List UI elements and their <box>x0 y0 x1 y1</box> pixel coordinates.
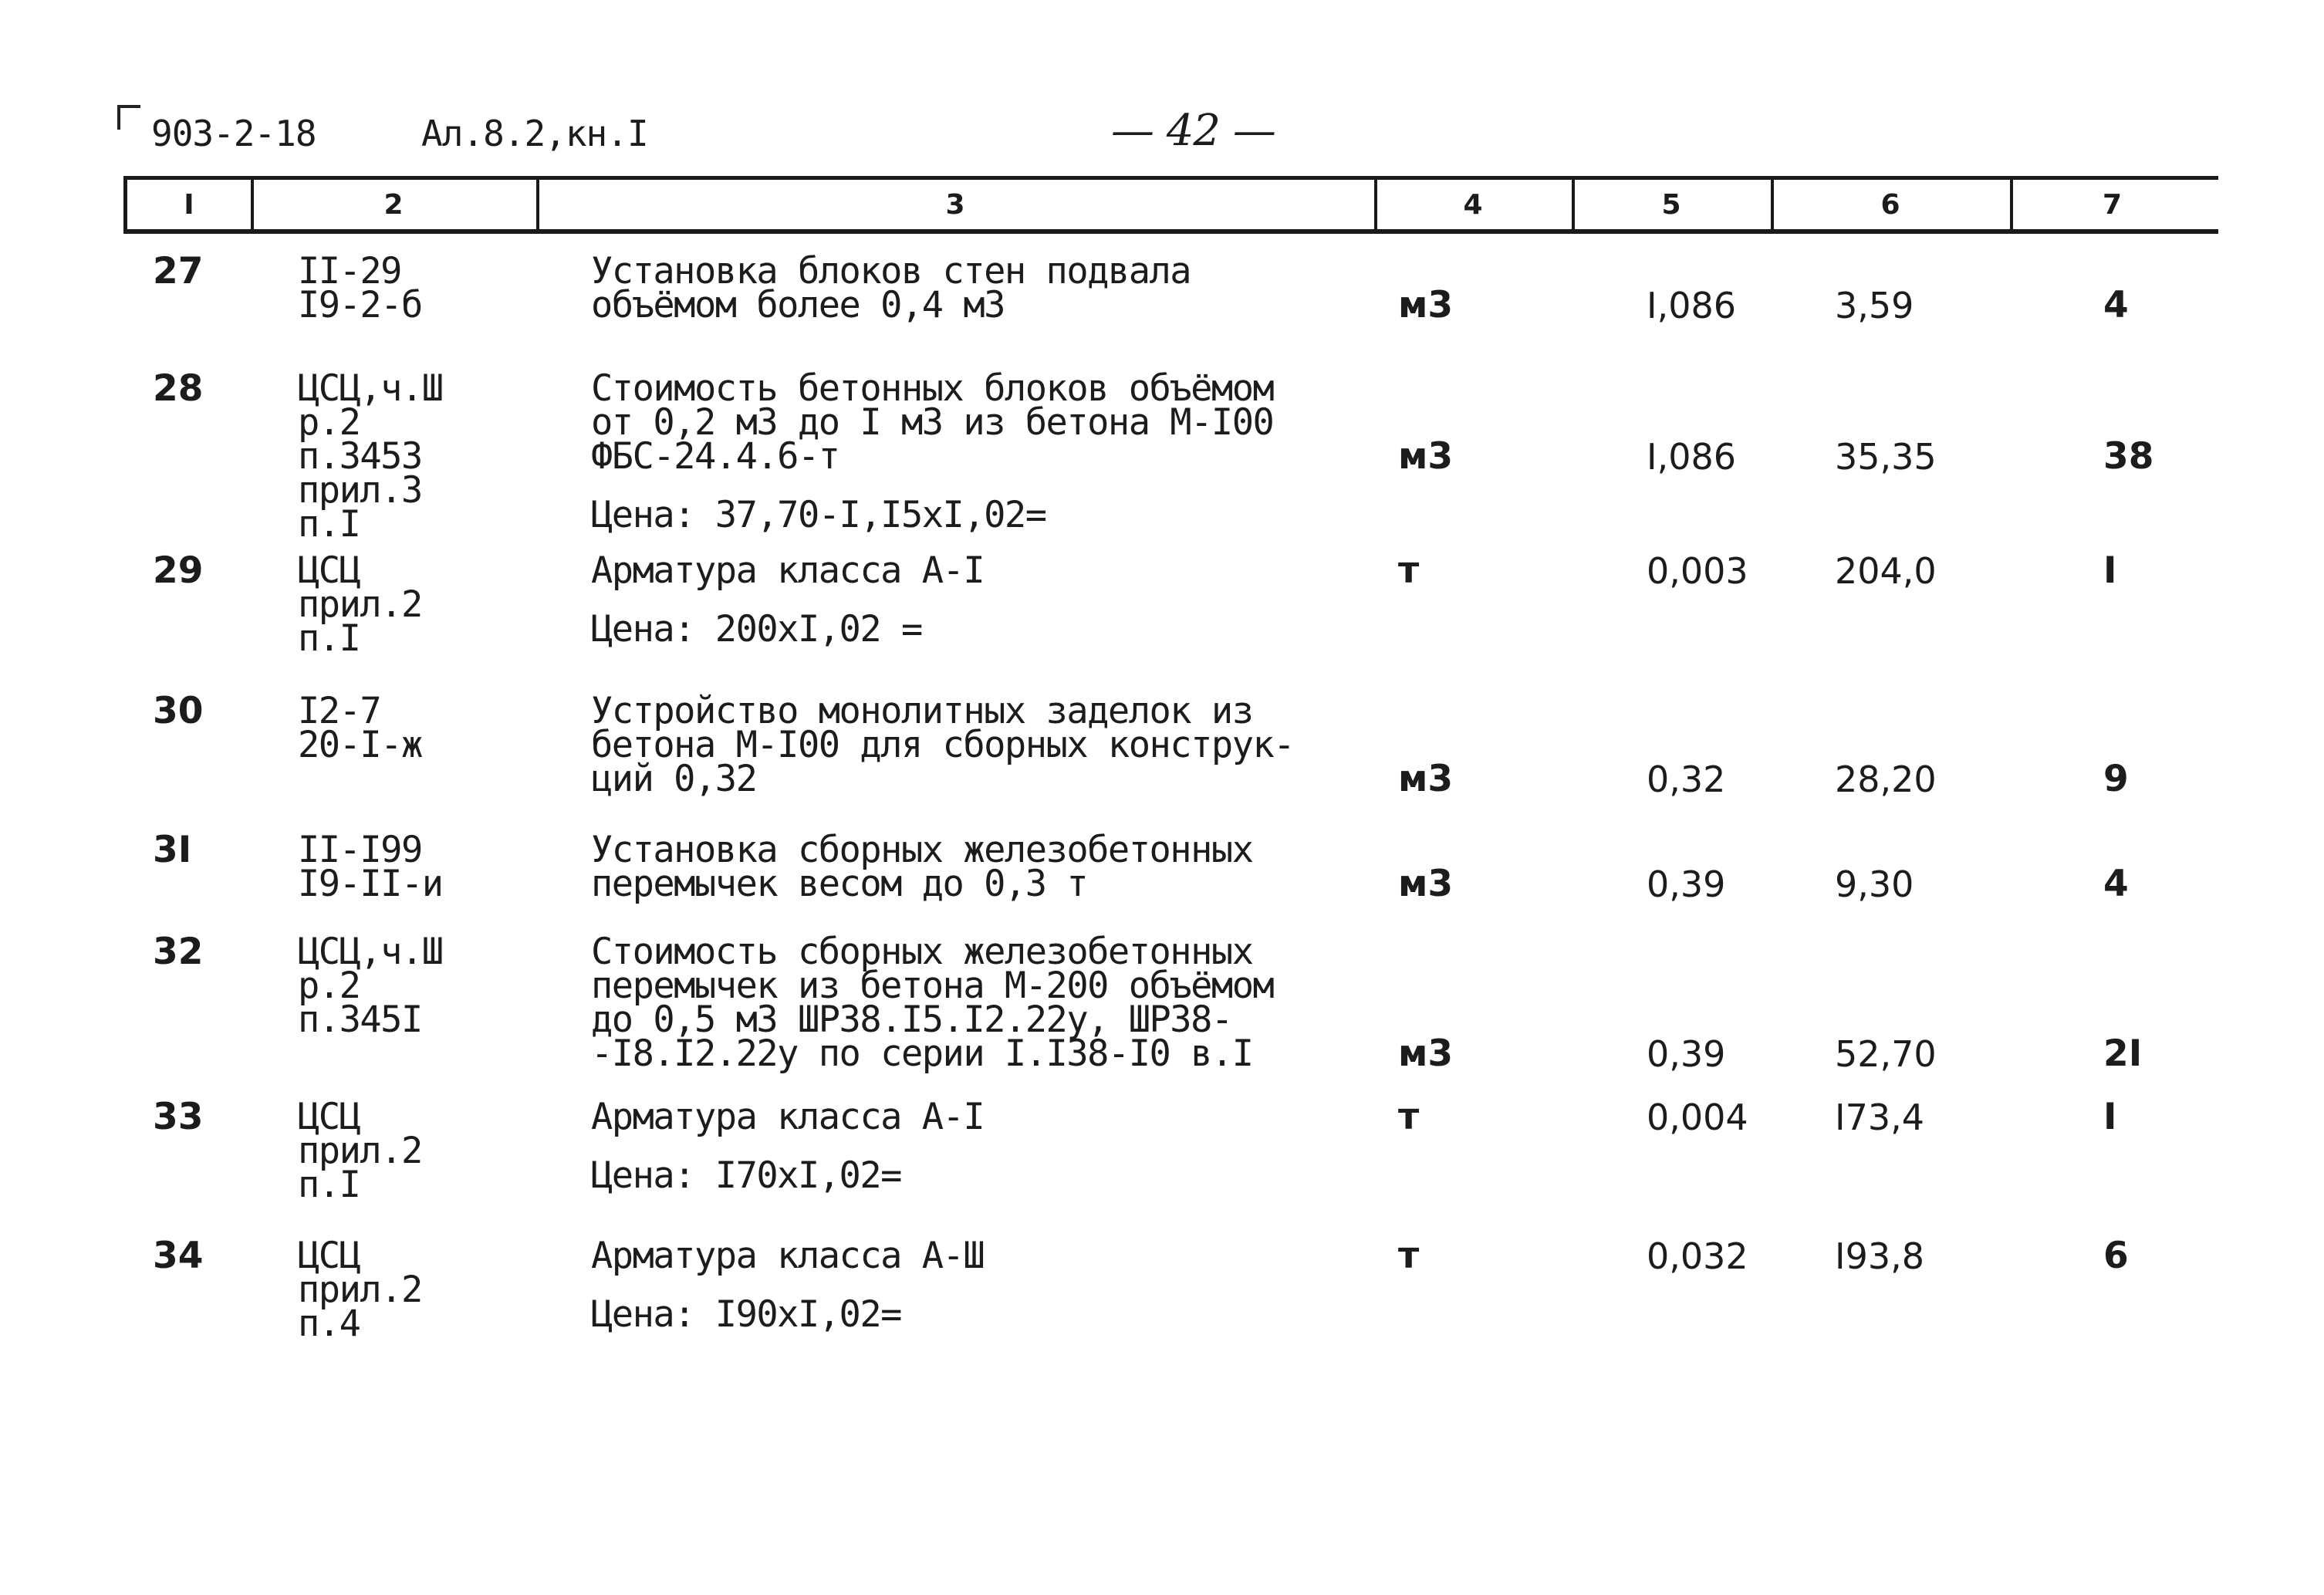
price-note: Цена: I70xI,02= <box>591 1154 901 1197</box>
unit-cell: м3 <box>1398 863 1454 905</box>
row-number: 29 <box>153 549 204 592</box>
work-description-line: ФБС-24.4.6-т <box>591 435 839 478</box>
total-cost-cell: 2I <box>2103 1032 2143 1075</box>
rate-code-line: ЦСЦ,ч.Ш <box>298 931 443 973</box>
column-header-1: I <box>127 180 254 229</box>
rate-code-line: прил.2 <box>298 1130 422 1172</box>
work-description-line: бетона М-I00 для сборных конструк- <box>591 724 1295 766</box>
total-cost-cell: 38 <box>2103 435 2154 478</box>
rate-code-line: п.345I <box>298 999 422 1041</box>
quantity-cell: I,086 <box>1647 285 1736 326</box>
column-header-2: 2 <box>251 180 539 229</box>
rate-code-line: п.I <box>298 503 360 546</box>
row-number: 32 <box>153 931 204 973</box>
rate-code-line: прил.3 <box>298 469 422 512</box>
quantity-cell: 0,004 <box>1647 1097 1748 1138</box>
unit-cell: т <box>1398 549 1420 592</box>
column-header-row <box>123 176 2218 234</box>
total-cost-cell: 4 <box>2103 863 2129 905</box>
rate-code-line: ЦСЦ <box>298 549 360 592</box>
unit-price-cell: 28,20 <box>1835 759 1937 800</box>
price-note: Цена: 200xI,02 = <box>591 608 922 651</box>
rate-code-line: 20-I-ж <box>298 724 422 766</box>
rate-code-line: I2-7 <box>298 690 381 732</box>
page-number: — 42 — <box>1111 106 1275 156</box>
work-description-line: ций 0,32 <box>591 758 757 800</box>
unit-cell: т <box>1398 1235 1420 1277</box>
corner-mark <box>117 105 140 130</box>
rate-code-line: ЦСЦ <box>298 1235 360 1277</box>
total-cost-cell: 4 <box>2103 284 2129 326</box>
quantity-cell: 0,32 <box>1647 759 1726 800</box>
work-description-line: Арматура класса А-I <box>591 1096 985 1138</box>
total-cost-cell: I <box>2103 549 2117 592</box>
unit-cell: м3 <box>1398 1032 1454 1075</box>
rate-code-line: п.I <box>298 1164 360 1206</box>
column-header-3: 3 <box>536 180 1377 229</box>
work-description-line: Стоимость бетонных блоков объёмом <box>591 367 1274 410</box>
price-note: Цена: 37,70-I,I5xI,02= <box>591 494 1046 536</box>
rate-code-line: п.4 <box>298 1303 360 1345</box>
rate-code-line: р.2 <box>298 965 360 1007</box>
price-note: Цена: I90xI,02= <box>591 1293 901 1336</box>
total-cost-cell: 9 <box>2103 758 2129 800</box>
quantity-cell: 0,39 <box>1647 1033 1726 1075</box>
total-cost-cell: I <box>2103 1096 2117 1138</box>
unit-cell: м3 <box>1398 284 1454 326</box>
total-cost-cell: 6 <box>2103 1235 2129 1277</box>
rate-code-line: I9-II-и <box>298 863 443 905</box>
unit-price-cell: 35,35 <box>1835 436 1937 478</box>
unit-price-cell: 9,30 <box>1835 863 1914 905</box>
unit-cell: т <box>1398 1096 1420 1138</box>
quantity-cell: I,086 <box>1647 436 1736 478</box>
rate-code-line: р.2 <box>298 401 360 444</box>
quantity-cell: 0,003 <box>1647 550 1748 592</box>
row-number: 27 <box>153 250 204 292</box>
work-description-line: Арматура класса А-I <box>591 549 985 592</box>
rate-code-line: II-I99 <box>298 829 422 871</box>
row-number: 33 <box>153 1096 204 1138</box>
work-description-line: Установка блоков стен подвала <box>591 250 1191 292</box>
column-header-6: 6 <box>1771 180 2013 229</box>
unit-cell: м3 <box>1398 435 1454 478</box>
work-description-line: Арматура класса А-Ш <box>591 1235 985 1277</box>
column-header-7: 7 <box>2102 188 2123 221</box>
column-header-5: 5 <box>1572 180 1774 229</box>
row-number: 3I <box>153 829 192 871</box>
quantity-cell: 0,032 <box>1647 1235 1748 1277</box>
work-description-line: объёмом более 0,4 м3 <box>591 284 1005 326</box>
rate-code-line: ЦСЦ,ч.Ш <box>298 367 443 410</box>
work-description-line: до 0,5 м3 ШР38.I5.I2.22у, ШР38- <box>591 999 1232 1041</box>
work-description-line: перемычек из бетона М-200 объёмом <box>591 965 1274 1007</box>
rate-code-line: прил.2 <box>298 1269 422 1311</box>
document-code: 903-2-18 <box>151 113 316 154</box>
rate-code-line: п.3453 <box>298 435 422 478</box>
rate-code-line: ЦСЦ <box>298 1096 360 1138</box>
unit-price-cell: 204,0 <box>1835 550 1937 592</box>
rate-code-line: I9-2-б <box>298 284 422 326</box>
unit-price-cell: 3,59 <box>1835 285 1914 326</box>
work-description-line: Стоимость сборных железобетонных <box>591 931 1253 973</box>
work-description-line: от 0,2 м3 до I м3 из бетона М-I00 <box>591 401 1274 444</box>
unit-price-cell: 52,70 <box>1835 1033 1937 1075</box>
unit-cell: м3 <box>1398 758 1454 800</box>
rate-code-line: прил.2 <box>298 583 422 626</box>
row-number: 28 <box>153 367 204 410</box>
album-reference: Ал.8.2,кн.I <box>421 113 648 154</box>
column-header-4: 4 <box>1374 180 1575 229</box>
work-description-line: перемычек весом до 0,3 т <box>591 863 1088 905</box>
rate-code-line: II-29 <box>298 250 401 292</box>
work-description-line: -I8.I2.22у по серии I.I38-I0 в.I <box>591 1032 1253 1075</box>
work-description-line: Устройство монолитных заделок из <box>591 690 1253 732</box>
work-description-line: Установка сборных железобетонных <box>591 829 1253 871</box>
quantity-cell: 0,39 <box>1647 863 1726 905</box>
unit-price-cell: I73,4 <box>1835 1097 1924 1138</box>
unit-price-cell: I93,8 <box>1835 1235 1924 1277</box>
rate-code-line: п.I <box>298 617 360 660</box>
row-number: 30 <box>153 690 204 732</box>
row-number: 34 <box>153 1235 204 1277</box>
